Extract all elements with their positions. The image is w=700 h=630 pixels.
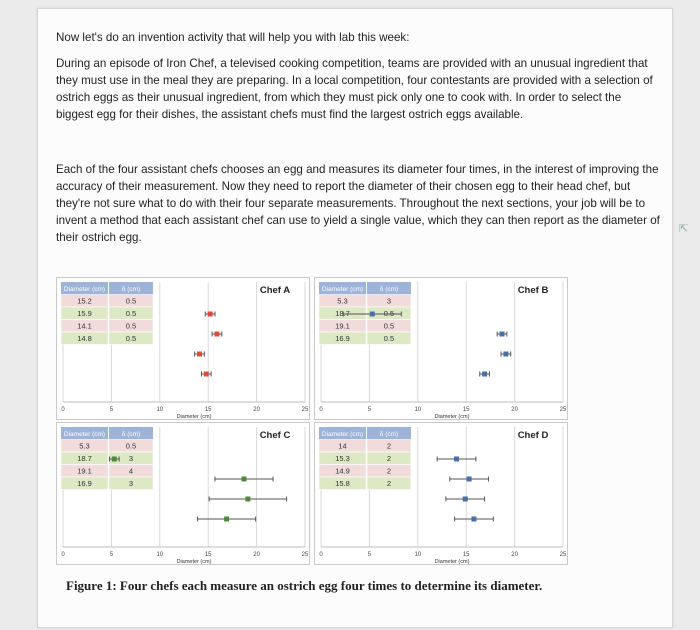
data-point	[467, 477, 472, 482]
table-cell-value: 15.9	[77, 309, 92, 318]
table-cell-value: 19.1	[77, 466, 92, 476]
table-header-label: Diameter (cm)	[321, 286, 364, 293]
x-tick-label: 10	[156, 407, 164, 413]
data-point	[208, 312, 213, 317]
table-cell-value: 15.2	[77, 296, 92, 306]
table-cell-value: 14.1	[77, 321, 92, 331]
data-point	[214, 332, 219, 337]
x-tick-label: 5	[109, 407, 114, 413]
chart-chef-b	[314, 277, 568, 420]
x-tick-label: 0	[61, 407, 65, 413]
table-cell-value: 2	[386, 454, 392, 463]
table-cell-value: 0.5	[383, 334, 395, 343]
table-cell-value: 16.9	[77, 479, 92, 488]
cursor-arrow-icon: ⇱	[679, 222, 689, 235]
table-cell-value: 15.3	[335, 454, 350, 463]
table-header-label: δ (cm)	[379, 431, 399, 438]
data-point	[471, 517, 476, 522]
x-tick-label: 5	[109, 552, 114, 558]
x-tick-label: 20	[253, 552, 260, 558]
chart-title: Chef A	[259, 285, 291, 296]
table-cell-value: 5.3	[337, 296, 348, 306]
data-point	[500, 332, 505, 337]
table-cell-value: 2	[386, 441, 392, 451]
paragraph-scenario: During an episode of Iron Chef, a televised cooking competition, teams are provided with an unusual ingredient that they must use in the meal they are preparing. In a local competition, four contestants are provided with a selection of ostrich eggs as their unusual ingredient, from which they must pick only one to cook with. In order to select the biggest egg for their dishes, the assistant chefs must find the largest ostrich eggs available.	[56, 57, 653, 121]
x-tick-label: 25	[559, 552, 567, 558]
chart-chef-b-svg	[315, 278, 568, 420]
data-point	[503, 352, 508, 357]
table-cell-value: 4	[128, 466, 134, 476]
x-tick-label: 10	[414, 552, 422, 558]
chart-title: Chef C	[259, 430, 291, 441]
x-tick-label: 20	[511, 407, 518, 413]
table-header-label: δ (cm)	[121, 431, 141, 438]
chart-chef-c	[56, 422, 310, 565]
data-point	[370, 312, 375, 317]
table-cell-value: 15.8	[335, 479, 350, 488]
x-tick-label: 0	[319, 552, 323, 558]
x-tick-label: 10	[414, 407, 422, 413]
data-point	[112, 457, 117, 462]
data-point	[463, 497, 468, 502]
data-point	[245, 497, 250, 502]
x-tick-label: 15	[204, 407, 212, 413]
table-cell-value: 0.5	[125, 321, 137, 331]
data-point	[224, 517, 229, 522]
table-cell-value: 0.5	[125, 296, 137, 306]
x-tick-label: 0	[61, 552, 65, 558]
data-point	[197, 352, 202, 357]
figure-1	[56, 277, 568, 565]
data-point	[482, 372, 487, 377]
table-header-label: δ (cm)	[121, 286, 141, 293]
table-header-label: Diameter (cm)	[63, 431, 106, 438]
data-point	[242, 477, 247, 482]
table-cell-value: 18.7	[77, 454, 92, 463]
chart-chef-d-svg	[315, 423, 568, 565]
x-tick-label: 5	[367, 407, 372, 413]
table-header-label: δ (cm)	[379, 286, 399, 293]
x-tick-label: 10	[156, 552, 164, 558]
table-cell-value: 18.7	[335, 309, 350, 318]
x-tick-label: 0	[319, 407, 323, 413]
table-cell-value: 0.5	[125, 334, 137, 343]
x-tick-label: 25	[301, 407, 309, 413]
x-tick-label: 15	[204, 552, 212, 558]
x-tick-label: 15	[462, 407, 470, 413]
table-cell-value: 14	[338, 441, 347, 451]
table-cell-value: 0.5	[125, 441, 137, 451]
x-tick-label: 20	[253, 407, 260, 413]
intro-text: Now let's do an invention activity that will help you with lab this week:	[56, 31, 410, 44]
x-axis-label: Diameter (cm)	[434, 559, 470, 565]
table-cell-value: 2	[386, 479, 392, 488]
x-tick-label: 25	[301, 552, 309, 558]
x-tick-label: 20	[511, 552, 518, 558]
figure-caption: Figure 1: Four chefs each measure an ostrich egg four times to determine its diameter.	[66, 578, 543, 593]
table-cell-value: 0.5	[383, 321, 395, 331]
table-cell-value: 3	[386, 296, 392, 306]
table-cell-value: 2	[386, 466, 392, 476]
table-cell-value: 14.9	[335, 466, 350, 476]
chart-chef-d	[314, 422, 568, 565]
data-point	[454, 457, 459, 462]
table-cell-value: 3	[128, 479, 134, 488]
table-cell-value: 14.8	[77, 334, 92, 343]
chart-title: Chef B	[517, 285, 549, 296]
table-cell-value: 0.5	[125, 309, 137, 318]
x-axis-label: Diameter (cm)	[434, 414, 470, 420]
x-tick-label: 5	[367, 552, 372, 558]
table-cell-value: 0.5	[383, 309, 395, 318]
x-axis-label: Diameter (cm)	[176, 414, 212, 420]
table-header-label: Diameter (cm)	[63, 286, 106, 293]
table-cell-value: 5.3	[79, 441, 90, 451]
table-cell-value: 19.1	[335, 321, 350, 331]
chart-chef-a-svg	[57, 278, 310, 420]
chart-chef-a	[56, 277, 310, 420]
table-header-label: Diameter (cm)	[321, 431, 364, 438]
table-cell-value: 3	[128, 454, 134, 463]
table-cell-value: 16.9	[335, 334, 350, 343]
chart-chef-c-svg	[57, 423, 310, 565]
x-tick-label: 25	[559, 407, 567, 413]
x-axis-label: Diameter (cm)	[176, 559, 212, 565]
paragraph-task: Each of the four assistant chefs chooses an egg and measures its diameter four times, in the interest of improving the accuracy of their measurement. Now they need to report the diameter of their chosen egg to their head chef, but they're not sure what to do with their four separate measurements. Throughout the next sections, your job will be to invent a method that each assistant chef can use to yield a single value, which they can then report as the diameter of their ostrich egg.	[56, 163, 660, 244]
data-point	[204, 372, 209, 377]
chart-title: Chef D	[517, 430, 549, 441]
x-tick-label: 15	[462, 552, 470, 558]
